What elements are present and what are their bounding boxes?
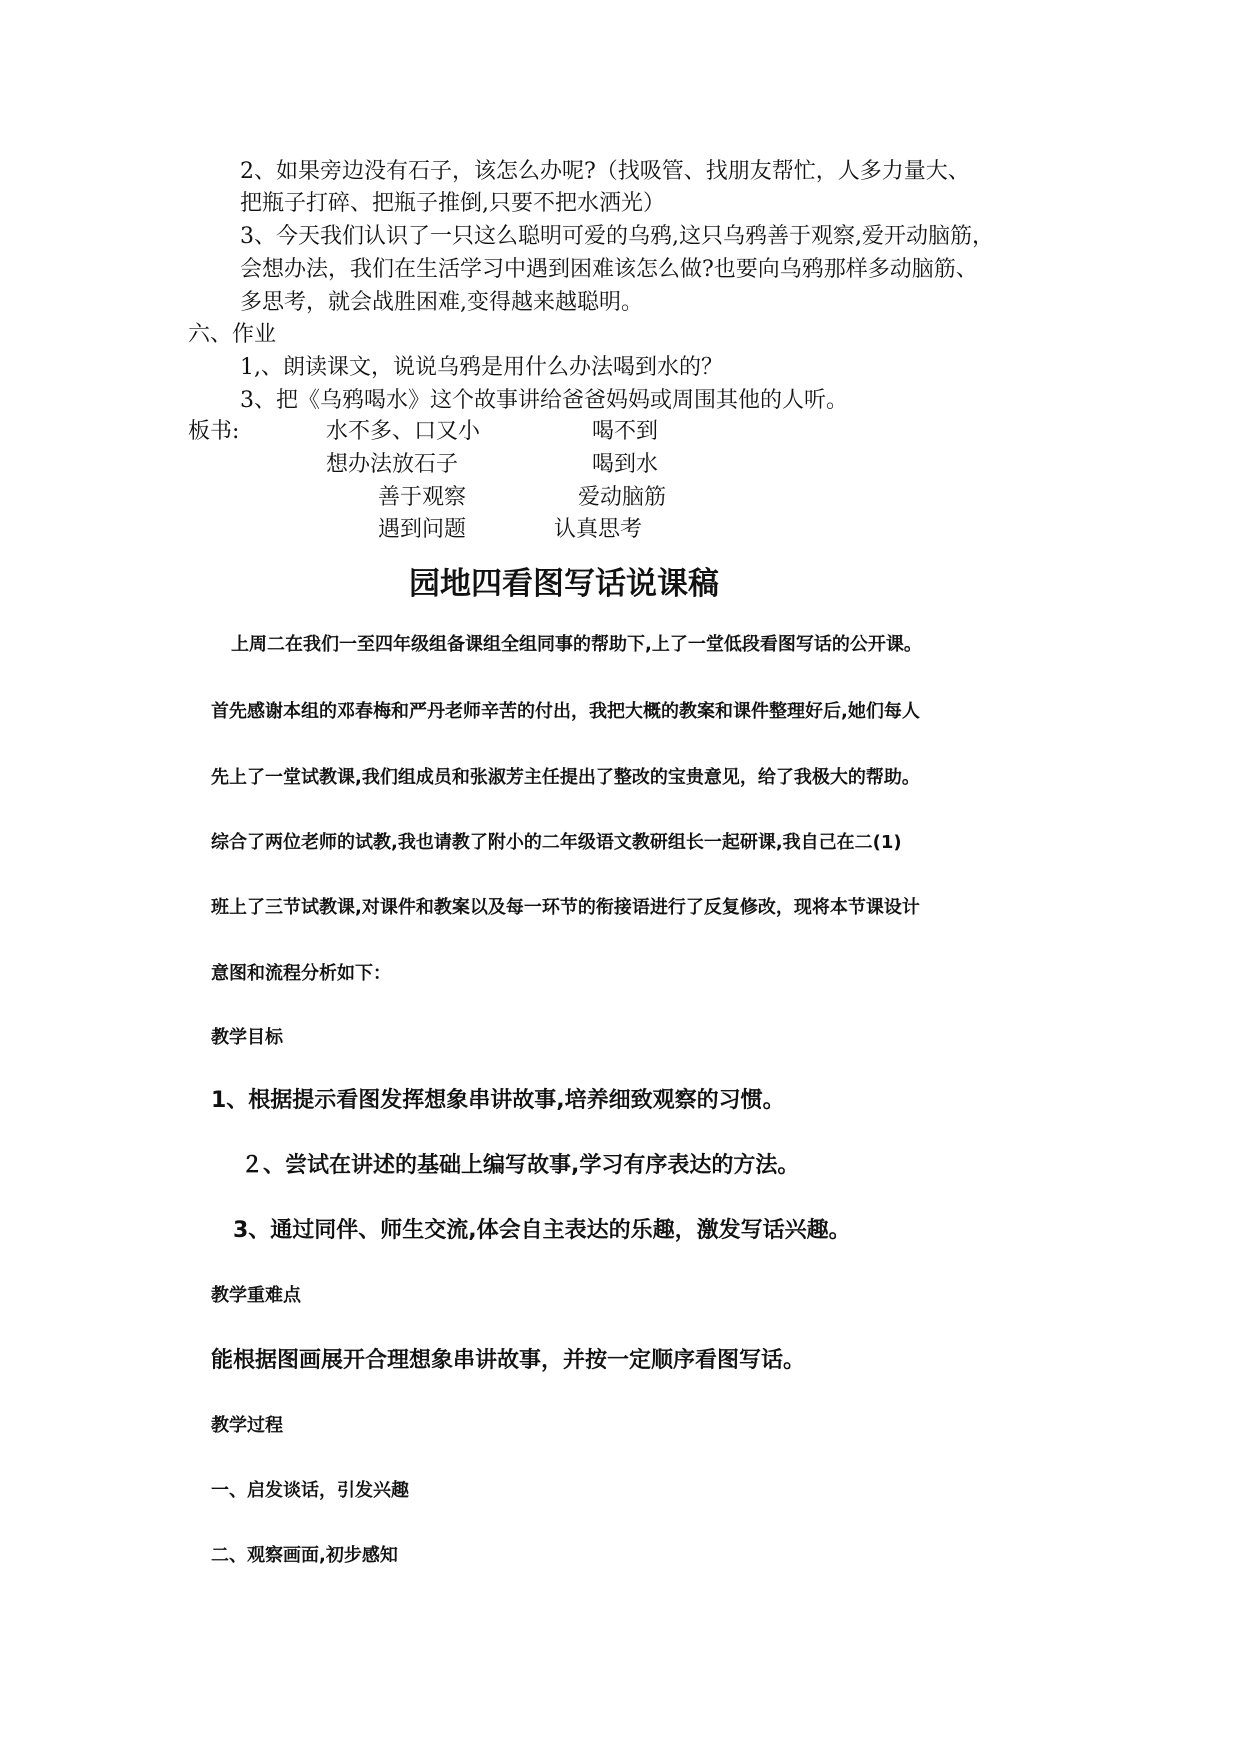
intro-line-1: 上周二在我们一至四年级组备课组全组同事的帮助下,上了一堂低段看图写话的公开课。 <box>231 634 922 655</box>
board-row-1-left: 水不多、口又小 <box>326 419 481 444</box>
intro-line-6: 意图和流程分析如下： <box>211 963 391 984</box>
goal-item-3: 3、通过同伴、师生交流,体会自主表达的乐趣，激发写话兴趣。 <box>233 1218 851 1243</box>
homework-item-2: 3、把《乌鸦喝水》这个故事讲给爸爸妈妈或周围其他的人听。 <box>240 388 848 413</box>
board-row-3-right: 爱动脑筋 <box>578 485 667 510</box>
discussion-line-3: 3、今天我们认识了一只这么聪明可爱的乌鸦,这只乌鸦善于观察,爱开动脑筋， <box>240 224 994 249</box>
board-label: 板书: <box>188 419 240 444</box>
board-row-2-left: 想办法放石子 <box>326 452 459 477</box>
process-heading: 教学过程 <box>211 1415 283 1436</box>
intro-line-5: 班上了三节试教课,对课件和教案以及每一环节的衔接语进行了反复修改，现将本节课设计 <box>211 897 920 918</box>
page-title: 园地四看图写话说课稿 <box>409 566 719 602</box>
process-step-2: 二、观察画面,初步感知 <box>211 1545 398 1566</box>
goal-item-2: ２、尝试在讲述的基础上编写故事,学习有序表达的方法。 <box>241 1153 800 1178</box>
discussion-line-1: 2、如果旁边没有石子，该怎么办呢?（找吸管、找朋友帮忙，人多力量大、 <box>240 159 970 184</box>
process-step-1: 一、启发谈话，引发兴趣 <box>211 1480 409 1501</box>
discussion-line-4: 会想办法，我们在生活学习中遇到困难该怎么做?也要向乌鸦那样多动脑筋、 <box>240 257 978 282</box>
key-points-heading: 教学重难点 <box>211 1285 301 1306</box>
board-row-4-right: 认真思考 <box>554 517 643 542</box>
discussion-line-5: 多思考，就会战胜困难,变得越来越聪明。 <box>240 290 643 315</box>
intro-line-4: 综合了两位老师的试教,我也请教了附小的二年级语文教研组长一起研课,我自己在二(1) <box>211 832 902 853</box>
intro-line-2: 首先感谢本组的邓春梅和严丹老师辛苦的付出，我把大概的教案和课件整理好后,她们每人 <box>211 701 920 722</box>
board-row-3-left: 善于观察 <box>378 485 467 510</box>
goals-heading: 教学目标 <box>211 1027 283 1048</box>
intro-line-3: 先上了一堂试教课,我们组成员和张淑芳主任提出了整改的宝贵意见，给了我极大的帮助。 <box>211 767 920 788</box>
discussion-line-2: 把瓶子打碎、把瓶子推倒,只要不把水洒光） <box>240 191 665 216</box>
board-row-4-left: 遇到问题 <box>378 517 467 542</box>
key-points-text: 能根据图画展开合理想象串讲故事，并按一定顺序看图写话。 <box>211 1348 806 1373</box>
goal-item-1: 1、根据提示看图发挥想象串讲故事,培养细致观察的习惯。 <box>211 1088 785 1113</box>
homework-heading: 六、作业 <box>188 322 277 347</box>
board-row-1-right: 喝不到 <box>592 419 659 444</box>
homework-item-1: 1,、朗读课文，说说乌鸦是用什么办法喝到水的？ <box>240 355 723 380</box>
board-row-2-right: 喝到水 <box>592 452 659 477</box>
